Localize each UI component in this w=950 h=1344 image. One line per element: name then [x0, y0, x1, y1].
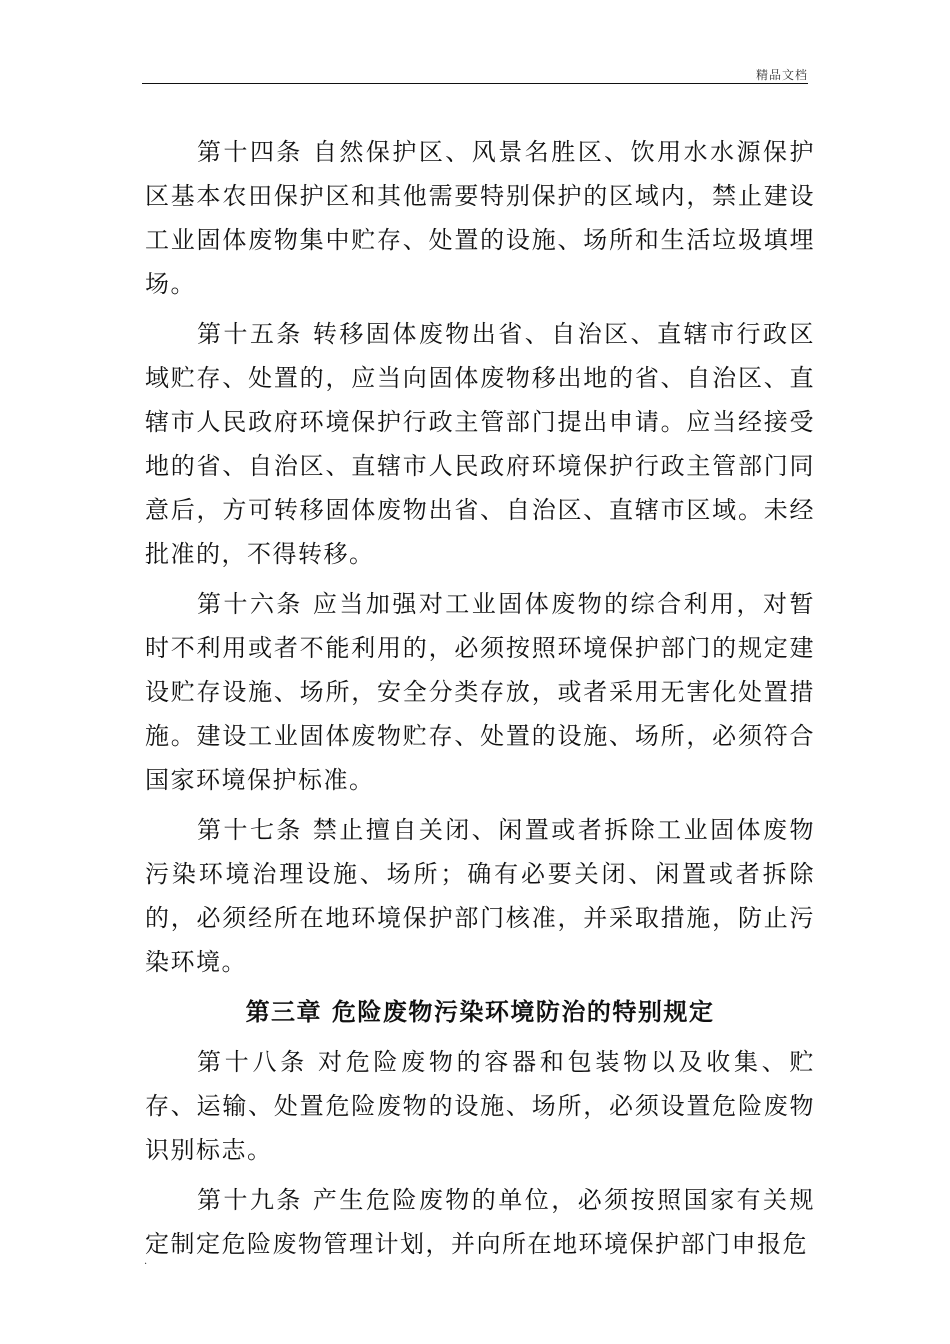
article-14	[145, 130, 815, 306]
article-text: 自然保护区、风景名胜区、饮用水水源保护区基本农田保护区和其他需要特别保护的区域内，禁止建设工业固体废物集中贮存、处置的设施、场所和生活垃圾填埋场。	[145, 138, 816, 298]
article-number: 第十六条	[197, 590, 303, 618]
article-17	[145, 808, 815, 984]
header-divider	[142, 83, 808, 84]
article-19	[145, 1178, 815, 1266]
article-number: 第十八条	[197, 1048, 308, 1076]
article-text: 产生危险废物的单位，必须按照国家有关规定制定危险废物管理计划，并向所在地环境保护部门申报危	[145, 1186, 816, 1258]
article-text: 应当加强对工业固体废物的综合利用，对暂时不利用或者不能利用的，必须按照环境保护部门的规定建设贮存设施、场所，安全分类存放，或者采用无害化处置措施。建设工业固体废物贮存、处置的设施、场所，必须符合国家环境保护标准。	[145, 590, 816, 794]
article-text: 转移固体废物出省、自治区、直辖市行政区域贮存、处置的，应当向固体废物移出地的省、自治区、直辖市人民政府环境保护行政主管部门提出申请。应当经接受地的省、自治区、直辖市人民政府环境保护行政主管部门同意后，方可转移固体废物出省、自治区、直辖市区域。未经批准的，不得转移。	[145, 320, 816, 568]
article-text: 禁止擅自关闭、闲置或者拆除工业固体废物污染环境治理设施、场所；确有必要关闭、闲置或者拆除的，必须经所在地环境保护部门核准，并采取措施，防止污染环境。	[145, 816, 816, 976]
article-number: 第十七条	[197, 816, 303, 844]
article-text: 对危险废物的容器和包装物以及收集、贮存、运输、处置危险废物的设施、场所，必须设置危险废物识别标志。	[145, 1048, 815, 1164]
article-number: 第十四条	[197, 138, 303, 166]
article-16	[145, 582, 815, 802]
article-15	[145, 312, 815, 576]
article-18	[145, 1040, 815, 1172]
article-number: 第十五条	[197, 320, 303, 348]
header-label: 精品文档	[755, 68, 808, 82]
article-number: 第十九条	[197, 1186, 303, 1214]
chapter-title: 第三章 危险废物污染环境防治的特别规定	[245, 997, 715, 1026]
footer-mark: .	[144, 1256, 148, 1267]
document-body	[145, 130, 815, 1272]
